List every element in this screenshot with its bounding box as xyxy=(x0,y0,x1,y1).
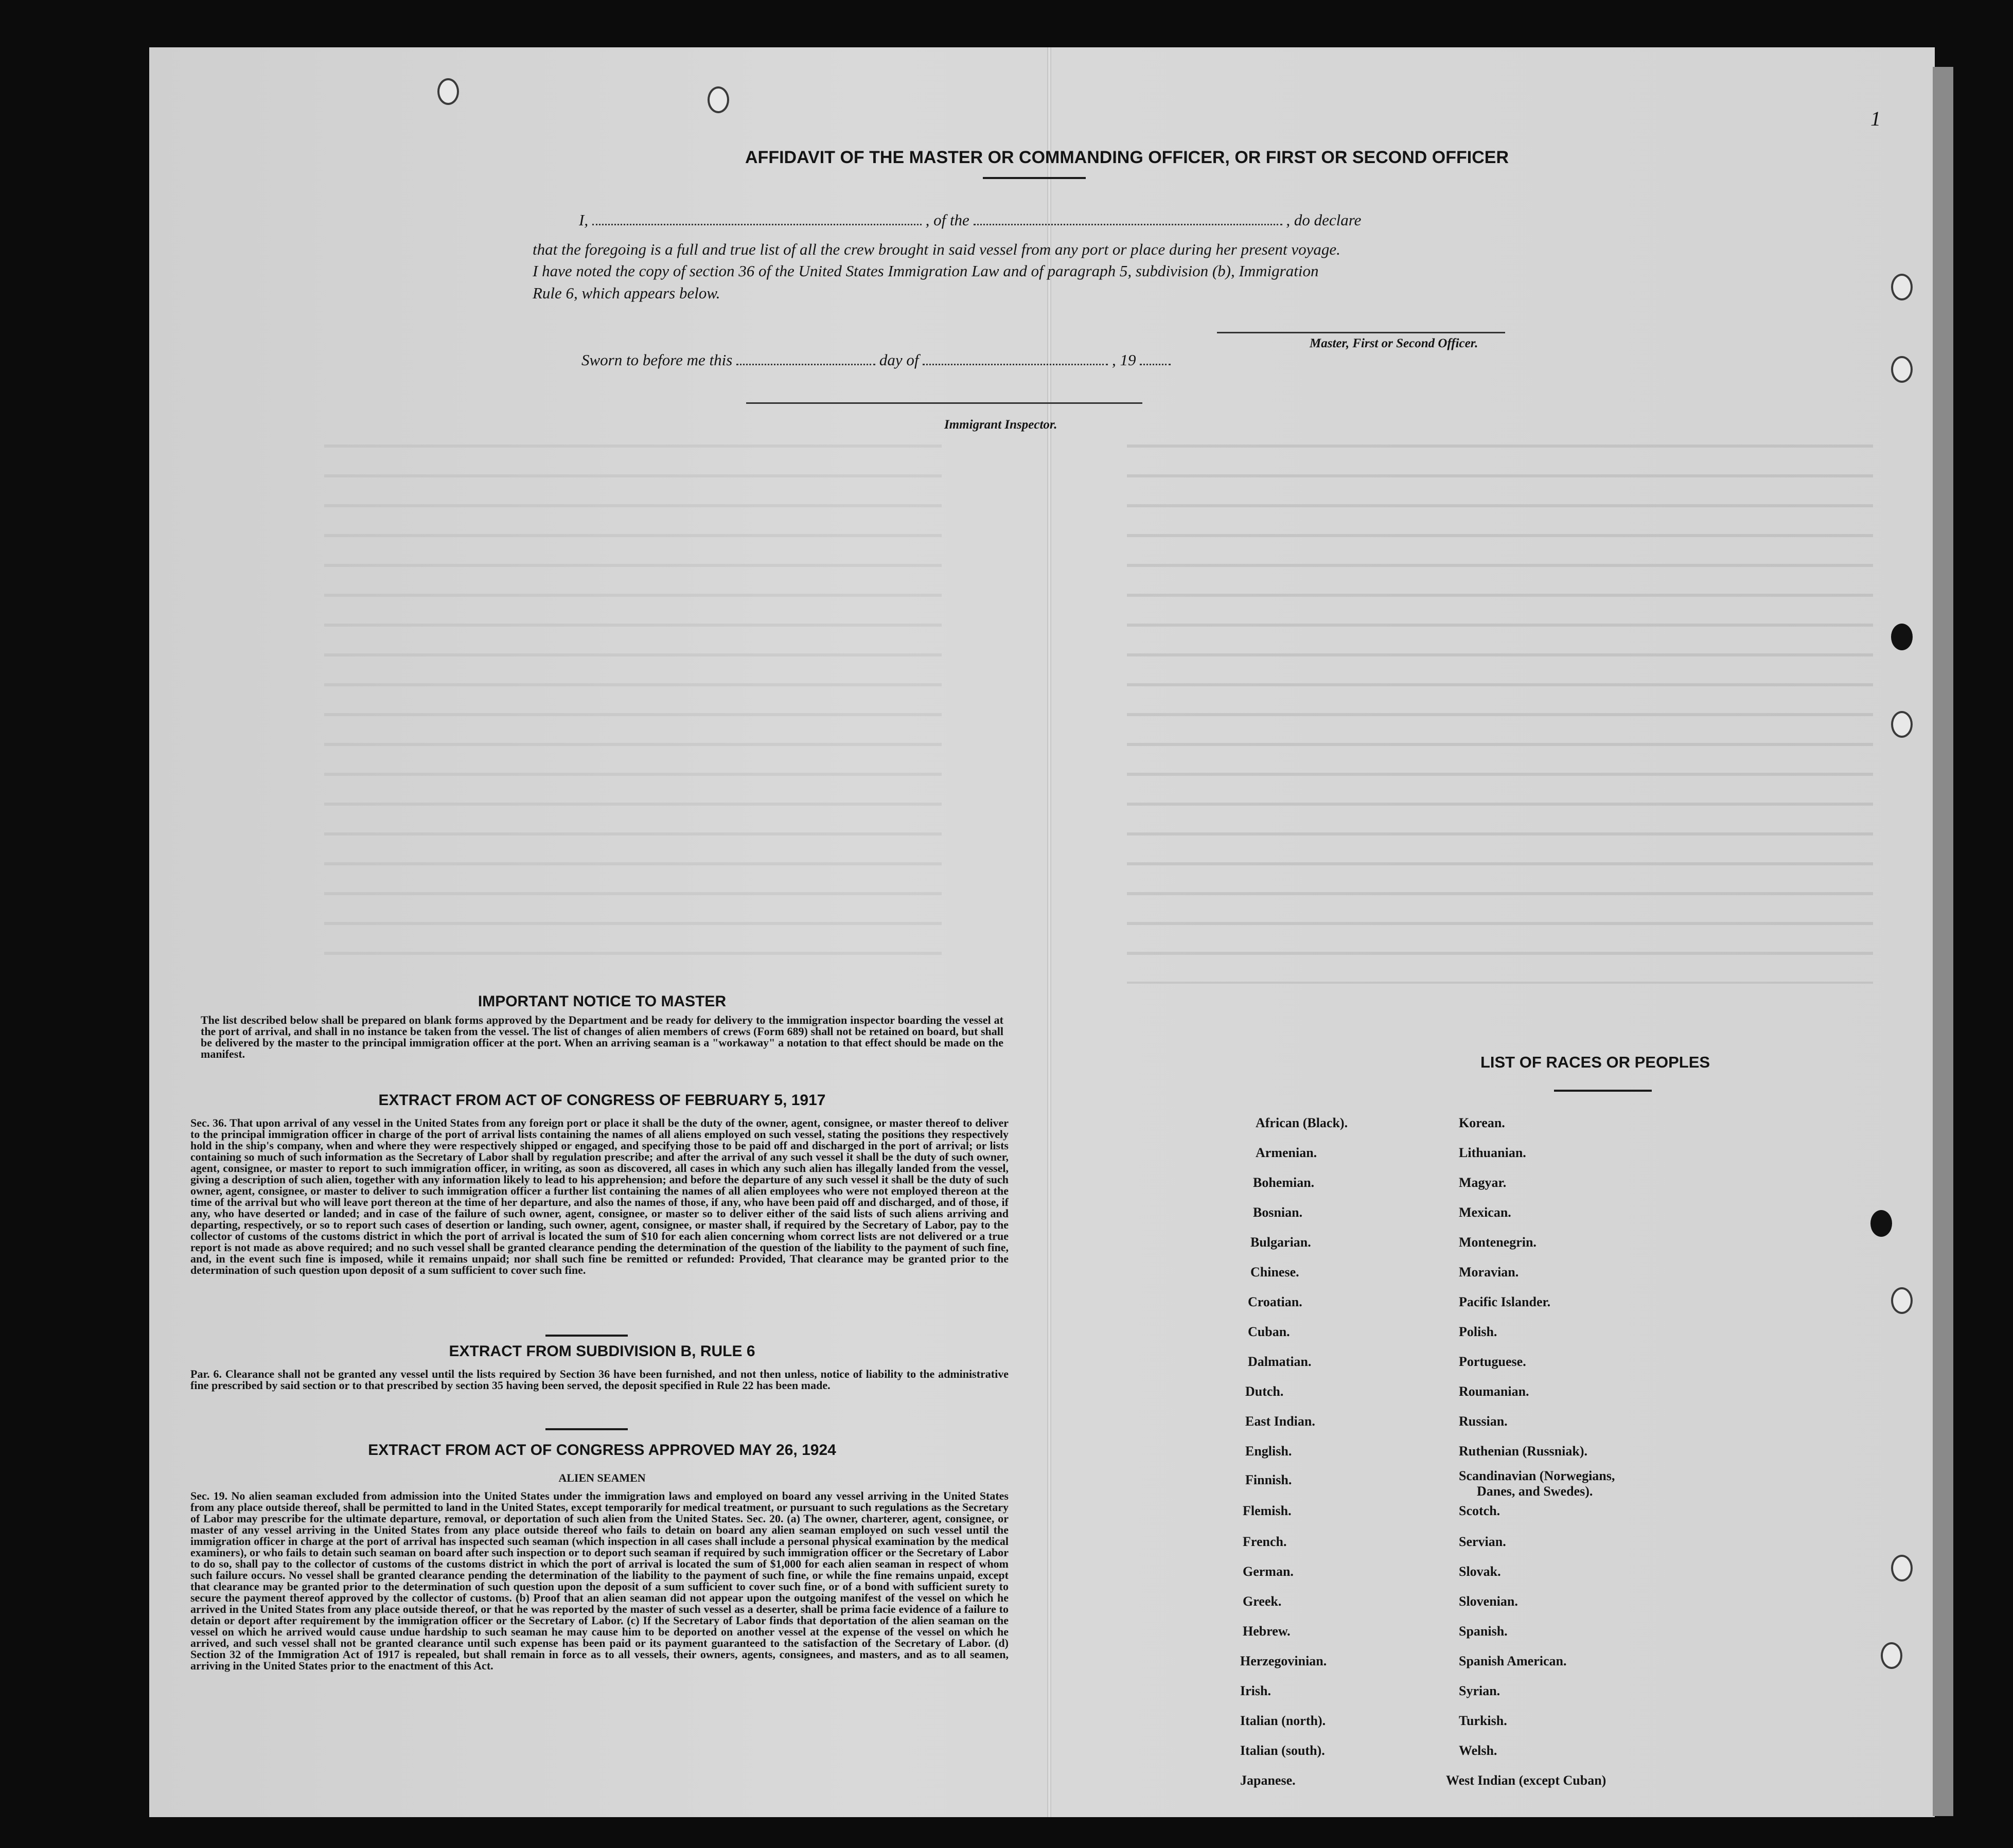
show-through-text xyxy=(1127,418,1873,984)
race-left: Armenian. xyxy=(1256,1145,1317,1160)
extract-rule6-title: EXTRACT FROM SUBDIVISION B, RULE 6 xyxy=(449,1343,755,1360)
race-left: Dalmatian. xyxy=(1248,1354,1312,1369)
race-left: Hebrew. xyxy=(1243,1624,1291,1639)
race-right: Russian. xyxy=(1459,1414,1508,1429)
race-left: Greek. xyxy=(1243,1594,1282,1609)
races-title: LIST OF RACES OR PEOPLES xyxy=(1480,1053,1710,1071)
affidavit-i-label: I, xyxy=(579,211,589,229)
race-left: Japanese. xyxy=(1240,1773,1296,1788)
race-right: Danes, and Swedes). xyxy=(1477,1484,1593,1499)
punch-hole xyxy=(1891,274,1913,300)
race-right: Mexican. xyxy=(1459,1205,1511,1220)
divider xyxy=(545,1335,628,1337)
extract-rule6-text: Par. 6. Clearance shall not be granted any vessel until the lists required by Section 36 have been furnished, and not then unless, notice of liability to the administrative fine prescribed by said section or to that prescribed by section 35 having been served, the deposit specified in Rule 22 has been made. xyxy=(190,1367,1009,1392)
punch-hole xyxy=(437,78,459,105)
punch-hole xyxy=(1891,356,1913,383)
master-signature-label: Master, First or Second Officer. xyxy=(1310,336,1478,350)
race-left: Dutch. xyxy=(1245,1384,1284,1399)
race-left: Italian (north). xyxy=(1240,1713,1326,1728)
race-right: Slovenian. xyxy=(1459,1594,1518,1609)
punch-hole xyxy=(1891,1287,1913,1314)
race-left: French. xyxy=(1243,1534,1287,1549)
race-left: Herzegovinian. xyxy=(1240,1654,1327,1668)
race-right: Scandinavian (Norwegians, xyxy=(1459,1468,1615,1483)
race-right: Roumanian. xyxy=(1459,1384,1529,1399)
divider xyxy=(1554,1090,1652,1092)
divider xyxy=(545,1428,628,1430)
race-right: West Indian (except Cuban) xyxy=(1446,1773,1606,1788)
page-fold xyxy=(1047,47,1051,1817)
sworn-line xyxy=(581,351,1171,369)
punch-hole xyxy=(1891,624,1913,650)
divider xyxy=(983,177,1086,179)
race-right: Spanish. xyxy=(1459,1624,1508,1639)
race-left: Chinese. xyxy=(1250,1265,1299,1280)
race-right: Ruthenian (Russniak). xyxy=(1459,1444,1587,1459)
race-left: Bosnian. xyxy=(1253,1205,1303,1220)
sworn-month-field[interactable] xyxy=(923,351,1108,365)
race-right: Spanish American. xyxy=(1459,1654,1567,1668)
sworn-year-field[interactable] xyxy=(1140,351,1171,365)
race-right: Scotch. xyxy=(1459,1503,1500,1518)
race-left: Bulgarian. xyxy=(1250,1235,1311,1250)
race-left: Irish. xyxy=(1240,1683,1271,1698)
race-left: Flemish. xyxy=(1243,1503,1292,1518)
page-number: 1 xyxy=(1870,107,1881,130)
sworn-day-field[interactable] xyxy=(736,351,875,365)
race-right: Servian. xyxy=(1459,1534,1506,1549)
extract-1924-subtitle: ALIEN SEAMEN xyxy=(558,1471,646,1484)
inspector-signature-line[interactable] xyxy=(746,402,1142,404)
affidavit-declaration-line xyxy=(579,211,1361,229)
punch-hole xyxy=(708,86,729,113)
race-left: East Indian. xyxy=(1245,1414,1315,1429)
extract-1924-title: EXTRACT FROM ACT OF CONGRESS APPROVED MAY 26, 1924 xyxy=(368,1442,836,1459)
sworn-label: Sworn to before me this xyxy=(581,351,733,369)
race-right: Korean. xyxy=(1459,1115,1505,1130)
race-right: Magyar. xyxy=(1459,1175,1507,1190)
show-through-text xyxy=(324,418,942,973)
punch-hole xyxy=(1891,1555,1913,1582)
affidavit-of-label: , of the xyxy=(925,211,969,229)
extract-1917-text: Sec. 36. That upon arrival of any vessel in the United States from any foreign port or place it shall be the duty of the owner, agent, consignee, or master thereof to deliver to the principal immigration officer in charge of the port of arrival lists containing the names of all aliens employed on such vessel, stating the positions they respectively hold in the ship's company, when and where they were respectively shipped or engaged, and specifying those to be paid off and discharged in the port of arrival; or lists containing so much of such information as the Secretary of Labor shall by regulation prescribe; and after the arrival of any such vessel it shall be the duty of such owner, agent, consignee, or master to report to such immigration officer, in writing, as soon as discovered, all cases in which any such alien has illegally landed from the vessel, giving a description of such alien, together with any information likely to lead to his apprehension; and before the departure of any such vessel it shall be the duty of such owner, agent, consignee, or master to deliver to such immigration officer a further list containing the names of all alien employees who were not employed thereon at the time of the arrival but who will leave port thereon at the time of her departure, and also the names of those, if any, who have been paid off and discharged, and of those, if any, who have deserted or landed; and in case of the failure of such owner, agent, consignee, or master so to deliver either of the said lists of such aliens arriving and departing, respectively, or so to report such cases of desertion or landing, such owner, agent, consignee, or master shall, if required by the Secretary of Labor, pay to the collector of customs of the customs district in which the port of arrival is located the sum of $10 for each alien concerning whom correct lists are not delivered or a true report is not made as above required; and no such vessel shall be granted clearance pending the determination of the question of the liability to the payment of such fine, and, in the event such fine is imposed, while it remains unpaid; nor shall such fine be remitted or refunded: Provided, That clearance may be granted prior to the determination of such question upon deposit of a sum sufficient to cover such fine. xyxy=(190,1116,1009,1276)
extract-1917-title: EXTRACT FROM ACT OF CONGRESS OF FEBRUARY 5, 1917 xyxy=(378,1092,826,1109)
race-right: Slovak. xyxy=(1459,1564,1501,1579)
race-right: Welsh. xyxy=(1459,1743,1497,1758)
race-left: Cuban. xyxy=(1248,1324,1290,1339)
master-signature-line[interactable] xyxy=(1217,332,1505,333)
race-right: Moravian. xyxy=(1459,1265,1519,1280)
race-right: Portuguese. xyxy=(1459,1354,1526,1369)
punch-hole xyxy=(1870,1210,1892,1237)
race-left: African (Black). xyxy=(1256,1115,1348,1130)
race-right: Syrian. xyxy=(1459,1683,1500,1698)
race-left: English. xyxy=(1245,1444,1292,1459)
affidavit-line-4: Rule 6, which appears below. xyxy=(533,284,720,302)
affidavit-line-3: I have noted the copy of section 36 of the United States Immigration Law and of paragraph 5, subdivision (b), Immigration xyxy=(533,262,1319,280)
affidavit-line-2: that the foregoing is a full and true list of all the crew brought in said vessel from any port or place during her present voyage. xyxy=(533,240,1340,258)
punch-hole xyxy=(1891,711,1913,738)
race-right: Polish. xyxy=(1459,1324,1497,1339)
manifest-sheet xyxy=(149,47,1935,1817)
race-right: Turkish. xyxy=(1459,1713,1507,1728)
affidavit-declare-label: , do declare xyxy=(1286,211,1362,229)
sheet-edge xyxy=(1933,67,1953,1816)
sworn-day-of-label: day of xyxy=(879,351,919,369)
notice-title: IMPORTANT NOTICE TO MASTER xyxy=(478,993,727,1010)
race-right: Montenegrin. xyxy=(1459,1235,1537,1250)
punch-hole xyxy=(1881,1642,1902,1669)
name-field[interactable] xyxy=(592,211,922,225)
race-right: Pacific Islander. xyxy=(1459,1294,1551,1309)
race-left: Bohemian. xyxy=(1253,1175,1315,1190)
notice-text: The list described below shall be prepared on blank forms approved by the Department and be ready for delivery to the immigration inspector boarding the vessel at the port of arrival, and shall in no instance be taken from the vessel. The list of changes of alien members of crews (Form 689) shall not be retained on board, but shall be delivered by the master to the principal immigration officer at the port. When an arriving seaman is a "workaway" a notation to that effect should be made on the manifest. xyxy=(201,1014,1003,1060)
race-right: Lithuanian. xyxy=(1459,1145,1526,1160)
extract-1924-text: Sec. 19. No alien seaman excluded from admission into the United States under the immigration laws and employed on board any vessel arriving in the United States from any place outside thereof, shall be permitted to land in the United States, except temporarily for medical treatment, or pursuant to such regulations as the Secretary of Labor may prescribe for the ultimate departure, removal, or deportation of such alien from the United States. Sec. 20. (a) The owner, charterer, agent, consignee, or master of any vessel arriving in the United States from any place outside thereof who fails to detain on board any alien seaman employed on such vessel until the immigration officer in charge at the port of arrival has inspected such seaman (which inspection in all cases shall include a personal physical examination by the medical examiners), or who fails to detain such seaman on board after such inspection or to deport such seaman if required by such immigration officer or the Secretary of Labor to do so, shall pay to the collector of customs of the customs district in which the port of arrival is located the sum of $1,000 for each alien seaman in respect of whom such failure occurs. No vessel shall be granted clearance pending the determination of the liability to the payment of such fine, or while the fine remains unpaid, except that clearance may be granted prior to the determination of such question upon the deposit of a sum sufficient to cover such fine, or of a bond with sufficient surety to secure the payment thereof approved by the collector of customs. (b) Proof that an alien seaman did not appear upon the outgoing manifest of the vessel on which he arrived in the United States from any place outside thereof, or that he was reported by the master of such vessel as a deserter, shall be prima facie evidence of a failure to detain or deport after requirement by the immigration officer or the Secretary of Labor. (c) If the Secretary of Labor finds that deportation of the alien seaman on the vessel on which he arrived would cause undue hardship to such seaman he may cause him to be deported on another vessel at the expense of the vessel on which he arrived, and such vessel shall not be granted clearance until such expense has been paid or its payment guaranteed to the satisfaction of the Secretary of Labor. (d) Section 32 of the Immigration Act of 1917 is repealed, but shall remain in force as to all vessels, their owners, agents, consignees, and masters, and as to all seamen, arriving in the United States prior to the enactment of this Act. xyxy=(190,1489,1009,1672)
race-left: Finnish. xyxy=(1245,1472,1292,1487)
race-left: Croatian. xyxy=(1248,1294,1302,1309)
race-left: German. xyxy=(1243,1564,1294,1579)
affidavit-title: AFFIDAVIT OF THE MASTER OR COMMANDING OFFICER, OR FIRST OR SECOND OFFICER xyxy=(745,148,1509,167)
sworn-year-label: , 19 xyxy=(1111,351,1136,369)
vessel-field[interactable] xyxy=(974,211,1282,225)
inspector-signature-label: Immigrant Inspector. xyxy=(944,418,1057,432)
race-left: Italian (south). xyxy=(1240,1743,1325,1758)
